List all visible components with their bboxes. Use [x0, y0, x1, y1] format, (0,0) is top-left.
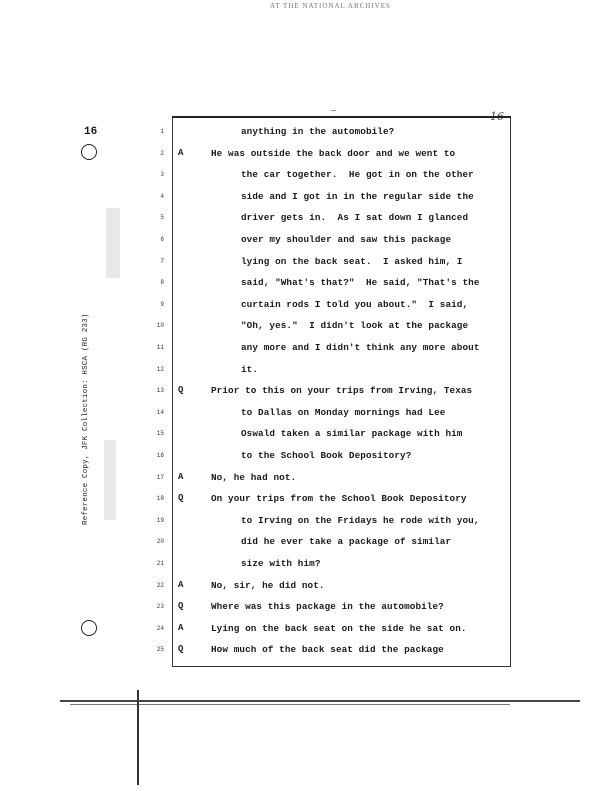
line-number: 8: [160, 279, 164, 287]
bottom-rule-secondary: [70, 704, 510, 705]
line-text: Prior to this on your trips from Irving, Texas: [211, 385, 473, 397]
speaker-label: Q: [178, 385, 184, 396]
line-text: to the School Book Depository?: [241, 450, 412, 461]
line-number: 4: [160, 192, 164, 200]
line-text: Lying on the back seat on the side he sat on.: [211, 622, 467, 634]
line-number: 2: [160, 149, 164, 157]
transcript-line: [150, 623, 510, 637]
transcript-line: [150, 601, 510, 615]
line-number: 23: [156, 603, 164, 611]
transcript-line: [150, 169, 510, 183]
line-text: How much of the back seat did the package: [211, 644, 444, 656]
transcript-line: [150, 450, 510, 464]
line-number: 24: [156, 624, 164, 632]
transcript-line: [150, 515, 510, 529]
scan-smudge: [106, 208, 120, 278]
vertical-mark: [137, 690, 139, 785]
transcript-line: [150, 536, 510, 550]
transcript-line: [150, 428, 510, 442]
line-text: the car together. He got in on the other: [241, 169, 474, 181]
transcript-line: [150, 256, 510, 270]
punch-hole-icon: [81, 144, 97, 160]
line-text: to Irving on the Fridays he rode with you,: [241, 514, 480, 526]
transcript-line: [150, 407, 510, 421]
transcript-line: [150, 580, 510, 594]
punch-hole-icon: [81, 620, 97, 636]
line-number: 15: [156, 430, 164, 438]
handwritten-page-number: 16: [490, 110, 504, 123]
line-number: 21: [156, 560, 164, 567]
line-text: it.: [241, 363, 259, 375]
transcript-line: [150, 472, 510, 486]
line-number: 5: [160, 214, 164, 222]
transcript-line: [150, 234, 510, 248]
transcript-line: [150, 126, 510, 140]
line-text: size with him?: [241, 558, 321, 569]
transcript-line: [150, 364, 510, 378]
line-number: 1: [160, 128, 164, 135]
line-text: side and I got in in the regular side the: [241, 190, 474, 202]
line-text: lying on the back seat. I asked him, I: [241, 255, 463, 267]
transcript-line: [150, 191, 510, 205]
line-number: 13: [156, 387, 164, 395]
line-number: 11: [156, 344, 164, 351]
line-text: Oswald taken a similar package with him: [241, 428, 463, 440]
line-number: 6: [160, 236, 164, 243]
transcript-line: [150, 342, 510, 356]
transcript-line: [150, 277, 510, 291]
line-text: anything in the automobile?: [241, 126, 395, 137]
line-text: "Oh, yes." I didn't look at the package: [241, 320, 469, 332]
line-number: 10: [156, 322, 164, 330]
line-number: 20: [156, 538, 164, 546]
line-number: 16: [156, 452, 164, 459]
transcript-line: [150, 320, 510, 334]
line-number: 18: [156, 495, 164, 503]
speaker-label: A: [178, 147, 184, 158]
speaker-label: Q: [178, 644, 184, 655]
transcript-line: [150, 493, 510, 507]
speaker-label: Q: [178, 601, 184, 612]
transcript-line: [150, 385, 510, 399]
line-text: curtain rods I told you about." I said,: [241, 298, 469, 310]
speaker-label: A: [178, 622, 184, 633]
line-text: to Dallas on Monday mornings had Lee: [241, 406, 446, 418]
initials-mark: ~: [330, 106, 337, 115]
line-text: He was outside the back door and we went to: [211, 147, 456, 159]
line-text: any more and I didn't think any more about: [241, 342, 480, 353]
archive-stamp: AT THE NATIONAL ARCHIVES: [270, 2, 391, 10]
line-number: 9: [160, 300, 164, 308]
line-text: No, sir, he did not.: [211, 579, 325, 591]
line-number: 3: [160, 171, 164, 179]
line-number: 12: [156, 365, 164, 373]
speaker-label: A: [178, 579, 184, 590]
line-number: 7: [160, 257, 164, 265]
speaker-label: Q: [178, 493, 184, 504]
line-number: 25: [156, 646, 164, 654]
line-text: Where was this package in the automobile?: [211, 601, 444, 613]
transcript-line: [150, 212, 510, 226]
line-text: over my shoulder and saw this package: [241, 234, 452, 245]
transcript-line: [150, 644, 510, 658]
transcript-line: [150, 148, 510, 162]
line-number: 19: [156, 516, 164, 524]
line-number: 14: [156, 408, 164, 416]
line-text: On your trips from the School Book Depository: [211, 493, 467, 505]
line-number: 22: [156, 581, 164, 589]
transcript-line: [150, 299, 510, 313]
line-text: did he ever take a package of similar: [241, 536, 452, 548]
scan-smudge: [104, 440, 116, 520]
line-text: said, "What's that?" He said, "That's the: [241, 277, 480, 289]
transcript-line: [150, 558, 510, 572]
line-text: driver gets in. As I sat down I glanced: [241, 212, 469, 224]
reference-copy-label: Reference Copy, JFK Collection: HSCA (RG 233): [82, 313, 90, 525]
line-text: No, he had not.: [211, 471, 297, 483]
page-number: 16: [84, 126, 98, 138]
speaker-label: A: [178, 471, 184, 482]
line-number: 17: [156, 473, 164, 481]
